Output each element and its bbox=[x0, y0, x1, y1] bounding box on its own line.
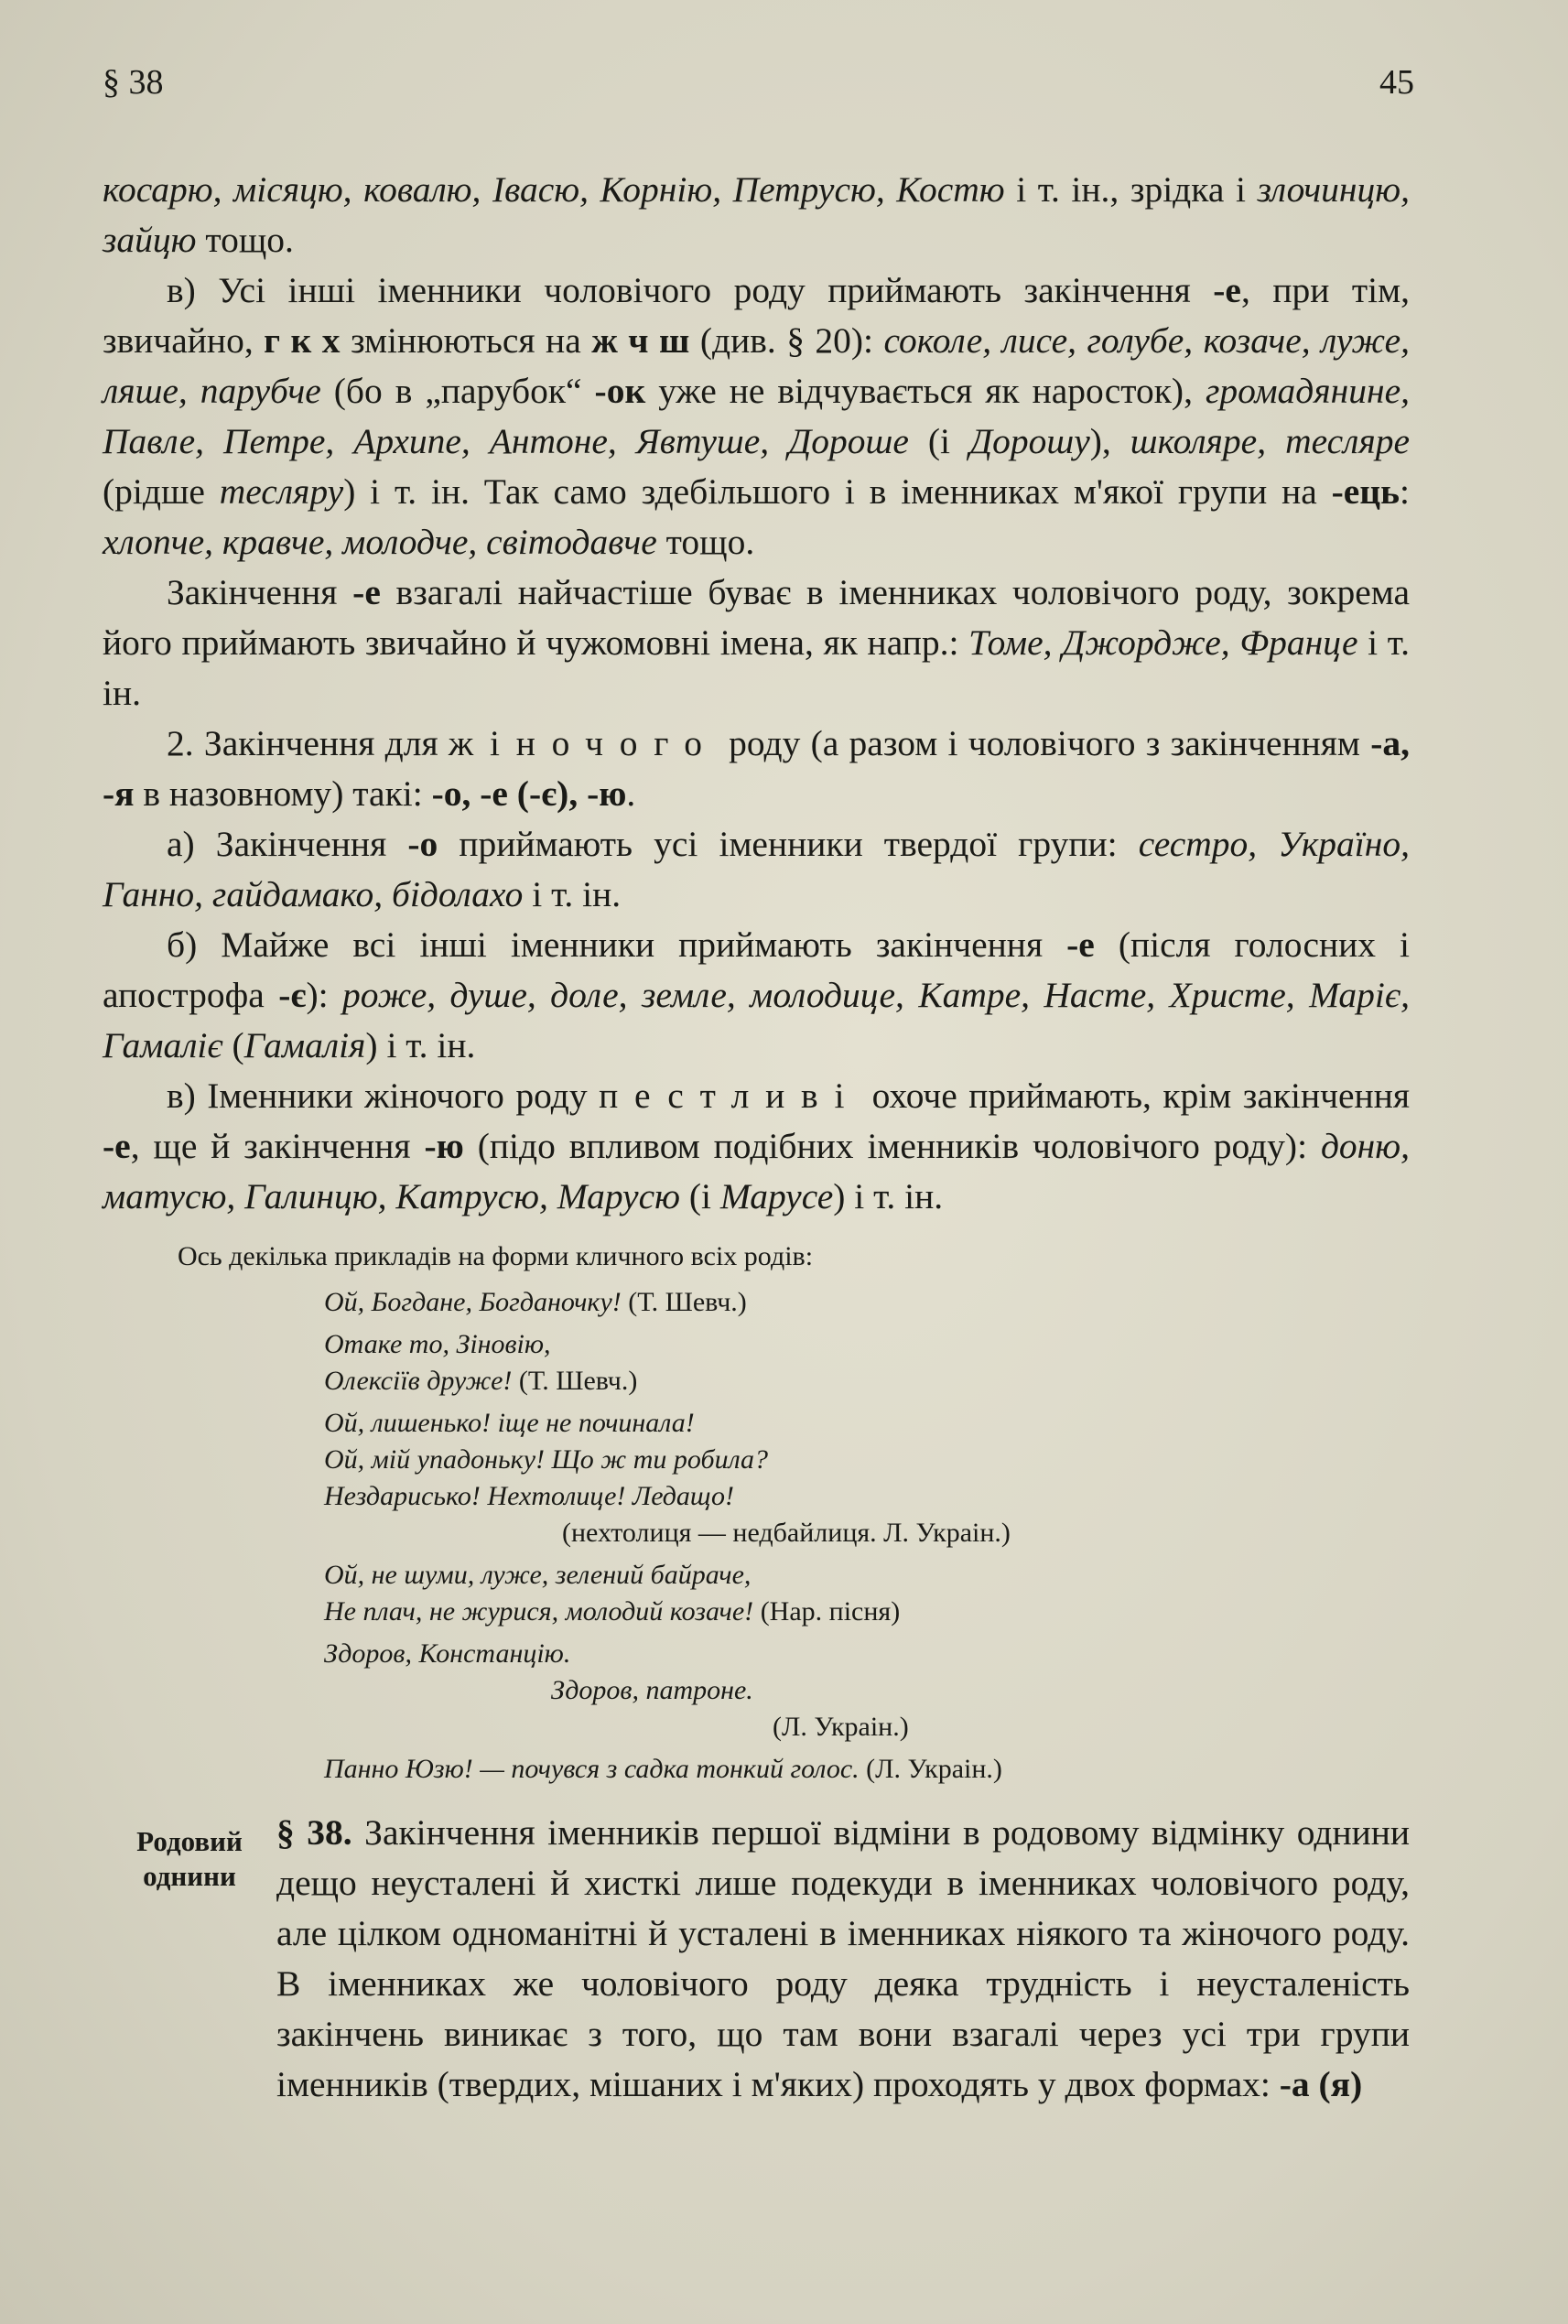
section-38 bbox=[103, 1808, 1410, 2110]
examples-lead: Ось декілька прикладів на форми кличного всіх родів: bbox=[178, 1241, 814, 1271]
paragraph-feminine-endings: 2. Закінчення для жіночого роду (а разом і чоловічого з закінченням -а, -я в назовному) такі: -о, -е (-є), -ю. bbox=[103, 723, 1410, 814]
example-quote: Ой, не шуми, луже, зелений байраче, Не плач, не журися, молодий козаче! (Нар. пісня) bbox=[324, 1560, 901, 1627]
paragraph-diminutive-fem: в) Іменники жіночого роду пестливі охоче приймають, крім закінчення -е, ще й закінчення -ю (підо впливом подібних іменників чоловічого роду): доню, матусю, Галинцю, Катрусю, Марусю (і Марусе) і т. ін. bbox=[103, 1076, 1410, 1216]
paragraph-ending-e-fem: б) Майже всі інші іменники приймають закінчення -е (після голосних і апострофа -є): роже, душе, доле, земле, молодице, Катре, Насте, Христе, Маріє, Гамаліє (Гамалія) і т. ін. bbox=[103, 924, 1410, 1065]
running-header-section: § 38 bbox=[103, 63, 164, 102]
paragraph-ending-e-general: Закінчення -е взагалі найчастіше буває в іменниках чоловічого роду, зокрема його приймають звичайно й чужомовні імена, як напр.: Томе, Джордже, Франце і т. ін. bbox=[103, 572, 1411, 713]
section-sidenote: Родовий однини bbox=[136, 1825, 243, 1892]
example-quote: Здоров, Констанцію. Здоров, патроне. (Л. Украін.) bbox=[324, 1638, 909, 1742]
paragraph-ending-o: а) Закінчення -о приймають усі іменники твердої групи: сестро, Україно, Ганно, гайдамако, бідолахо і т. ін. bbox=[103, 824, 1410, 914]
vocative-examples bbox=[103, 1238, 1410, 1788]
paragraph-vocative-masc-e: в) Усі інші іменники чоловічого роду приймають закінчення -е, при тім, звичайно, г к х змінюються на ж ч ш (див. § 20): соколе, лисе, голубе, козаче, луже, ляше, парубче (бо в „парубок“ -ок уже не відчувається як наросток), громадянине, Павле, Петре, Архипе, Антоне, Явтуше, Дороше (і Дорошу), школяре, тесляре (рідше тесляру) і т. ін. Так само здебільшого і в іменниках м'якої групи на -ець: хлопче, кравче, молодче, світодавче тощо. bbox=[103, 270, 1411, 562]
example-quote: Ой, лишенько! іще не починала! Ой, мій упадоньку! Що ж ти робила? Нездарисько! Нехтолице! Ледащо! (нехтолиця — недбайлиця. Л. Украін.) bbox=[324, 1408, 1011, 1548]
example-quote: Ой, Богдане, Богданочку! (Т. Шевч.) bbox=[324, 1287, 747, 1317]
section-38-text: § 38. Закінчення іменників першої відміни в родовому відмінку однини дещо неусталені й хисткі лише подекуди в іменниках чоловічого роду, але цілком одноманітні й усталені в іменниках ніякого та жіночого роду. В іменниках же чоловічого роду деяка трудність і неусталеність закінчень виникає з того, що там вони взагалі через усі три групи іменників (твердих, мішаних і м'яких) проходять у двох формах: -а (я) bbox=[276, 1812, 1411, 2104]
example-quote: Панно Юзю! — почувся з садка тонкий голос. (Л. Украін.) bbox=[324, 1754, 1002, 1784]
page-body bbox=[103, 165, 1410, 2110]
paragraph-vocative-masc-end: косарю, місяцю, ковалю, Івасю, Корнію, Петрусю, Костю і т. ін., зрідка і злочинцю, зайцю тощо. bbox=[103, 169, 1410, 260]
page-number: 45 bbox=[1379, 63, 1414, 102]
example-quote: Отаке то, Зіновію, Олексіїв друже! (Т. Шевч.) bbox=[324, 1329, 638, 1396]
